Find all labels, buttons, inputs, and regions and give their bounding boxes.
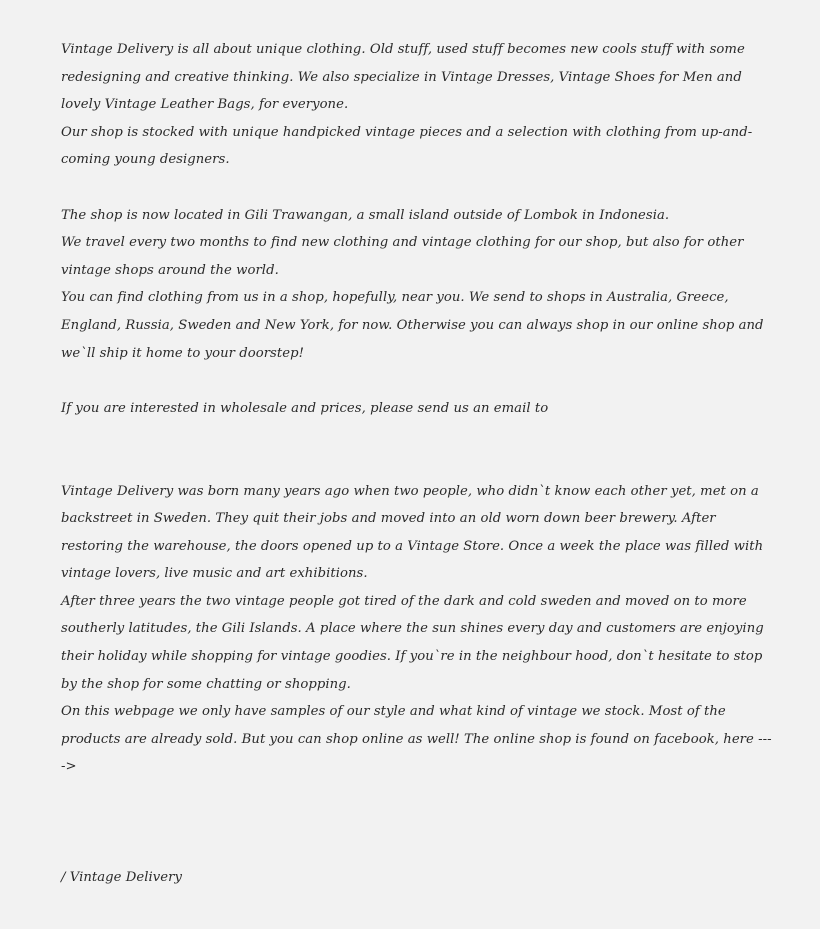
spacer: [61, 781, 773, 864]
signature: / Vintage Delivery: [61, 869, 182, 885]
intro-paragraph-2: Our shop is stocked with unique handpicked vintage pieces and a selection with clothing from up-and-coming young designers.: [61, 124, 753, 168]
spacer: [61, 367, 773, 395]
wholesale-paragraph: If you are interested in wholesale and prices, please send us an email to: [61, 400, 549, 416]
spacer: [61, 422, 773, 477]
online-shop-paragraph: On this webpage we only have samples of our style and what kind of vintage we stock. Most of the products are already sold. But you can shop online as well! The online shop is found on facebook, here ---->: [61, 704, 772, 775]
shops-paragraph: You can find clothing from us in a shop, hopefully, near you. We send to shops in Australia, Greece, England, Russia, Sweden and New York, for now. Otherwise you can always shop in our online shop and we`ll ship it home to your doorstep!: [61, 290, 768, 361]
location-paragraph: The shop is now located in Gili Trawangan, a small island outside of Lombok in Indonesia.: [61, 207, 670, 223]
move-paragraph: After three years the two vintage people got tired of the dark and cold sweden and moved on to more southerly latitudes, the Gili Islands. A place where the sun shines every day and customers are enjoying their holiday while shopping for vintage goodies. If you`re in the neighbour hood, don`t hesitate to stop by the shop for some chatting or shopping.: [61, 593, 768, 692]
about-content: [61, 36, 773, 891]
spacer: [61, 174, 773, 202]
history-paragraph: Vintage Delivery was born many years ago when two people, who didn`t know each other yet, met on a backstreet in Sweden. They quit their jobs and moved into an old worn down beer brewery. After restoring the warehouse, the doors opened up to a Vintage Store. Once a week the place was filled with vintage lovers, live music and art exhibitions.: [61, 483, 768, 582]
travel-paragraph: We travel every two months to find new clothing and vintage clothing for our shop, but also for other vintage shops around the world.: [61, 235, 748, 278]
intro-paragraph: Vintage Delivery is all about unique clothing. Old stuff, used stuff becomes new cools stuff with some redesigning and creative thinking. We also specialize in Vintage Dresses, Vintage Shoes for Men and lovely Vintage Leather Bags, for everyone.: [61, 42, 750, 113]
